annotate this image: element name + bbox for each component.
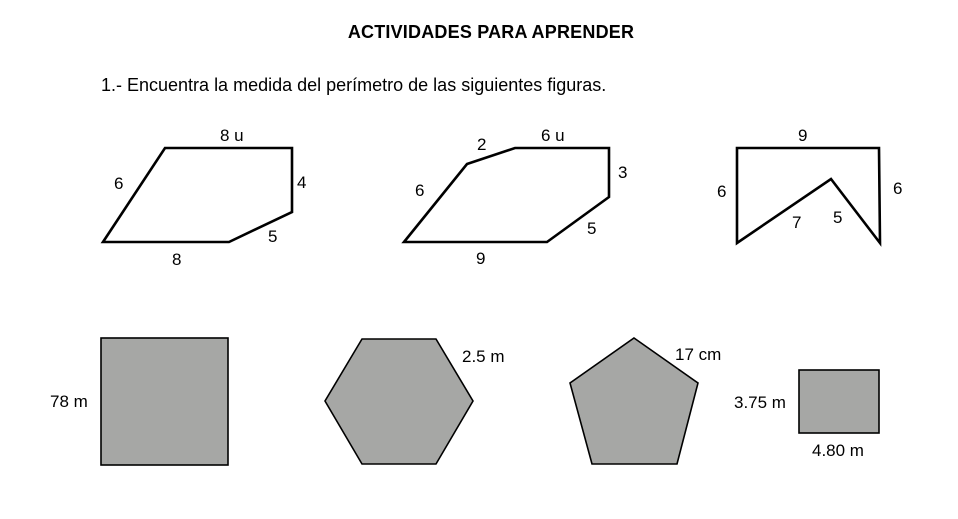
pentagon-side-label: 17 cm — [675, 345, 722, 364]
figure-1-outline — [103, 148, 292, 242]
rectangle-width-label: 4.80 m — [812, 441, 864, 460]
hexagon-side-label: 2.5 m — [462, 347, 505, 366]
hexagon-shape — [325, 339, 473, 464]
figure-1-label-bottom: 8 — [172, 250, 182, 269]
rectangle-height-label: 3.75 m — [734, 393, 786, 412]
rectangle-figure — [734, 370, 879, 460]
figure-2-label-diagonal: 5 — [587, 219, 597, 238]
figure-3-label-left: 6 — [717, 182, 727, 201]
figure-3 — [717, 126, 902, 243]
page-title: ACTIVIDADES PARA APRENDER — [347, 22, 635, 42]
figure-2-label-bottom: 9 — [476, 249, 486, 268]
figure-3-outline — [737, 148, 880, 243]
figure-1-label-top: 8 u — [220, 126, 244, 145]
figure-1-label-left: 6 — [114, 174, 124, 193]
figure-3-label-top: 9 — [798, 126, 808, 145]
figure-2-label-top: 6 u — [541, 126, 565, 145]
figure-2-label-left: 6 — [415, 181, 425, 200]
figure-1 — [103, 126, 306, 269]
figure-3-label-inner-right: 5 — [833, 208, 843, 227]
rectangle-shape — [799, 370, 879, 433]
figure-2-label-short-top: 2 — [477, 135, 487, 154]
figure-1-label-right: 4 — [297, 173, 307, 192]
figure-1-label-diagonal: 5 — [268, 227, 278, 246]
square-side-label: 78 m — [50, 392, 88, 411]
figure-3-label-inner-left: 7 — [792, 213, 802, 232]
square-shape — [101, 338, 228, 465]
figure-2-label-right: 3 — [618, 163, 628, 182]
hexagon-figure — [325, 339, 505, 464]
figure-2 — [404, 126, 627, 268]
pentagon-figure — [570, 338, 721, 464]
square-figure — [50, 338, 228, 465]
figure-2-outline — [404, 148, 609, 242]
figure-3-label-right: 6 — [893, 179, 903, 198]
instruction-text: 1.- Encuentra la medida del perímetro de las siguientes figuras. — [101, 75, 607, 95]
